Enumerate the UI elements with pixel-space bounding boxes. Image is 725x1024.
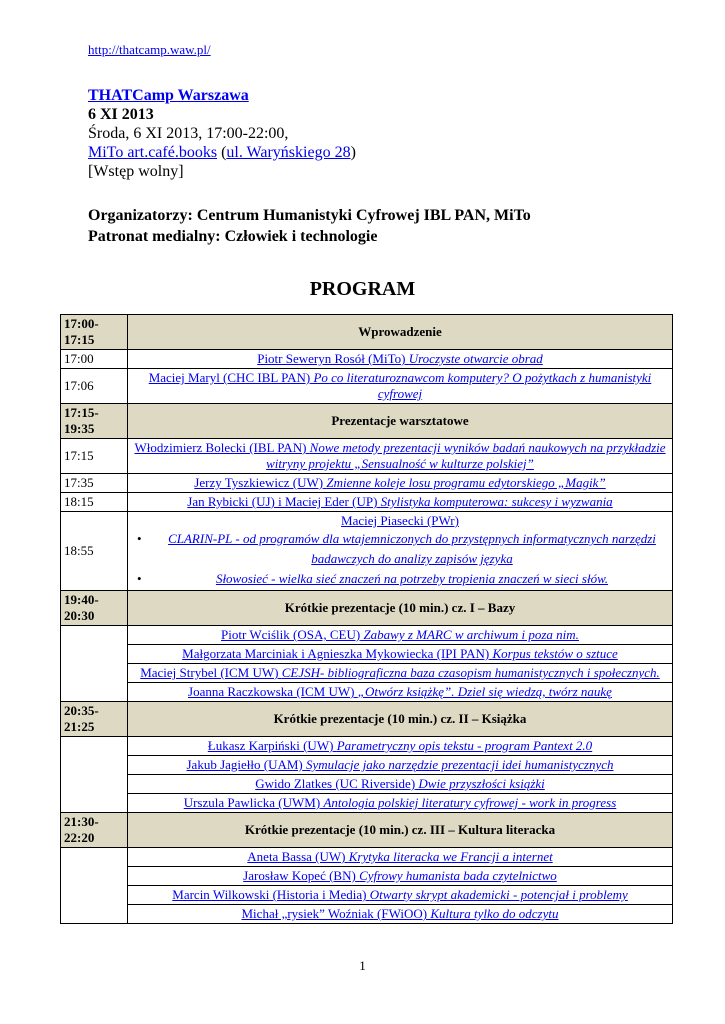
speaker[interactable]: Maciej Piasecki (PWr) — [341, 513, 459, 528]
event-venue: MiTo art.café.books (ul. Waryńskiego 28) — [88, 144, 356, 161]
table-row — [61, 867, 673, 886]
section-title: Krótkie prezentacje (10 min.) cz. III – Kultura literacka — [128, 813, 673, 848]
talk-entry[interactable] — [128, 493, 673, 512]
talk-entry[interactable] — [128, 756, 673, 775]
speaker: Jakub Jagiełło (UAM) — [186, 757, 303, 772]
list-item[interactable]: • CLARIN-PL - od programów dla wtajemniczonych do przystępnych informatycznych narzędzi badawczych do analizy zapisów języka — [155, 529, 669, 569]
thatcamp-url[interactable]: http://thatcamp.waw.pl/ — [88, 42, 211, 57]
program-table — [60, 314, 673, 924]
venue-link[interactable]: MiTo art.café.books — [88, 144, 218, 161]
talk-entry[interactable] — [128, 645, 673, 664]
talk-title: Kultura tylko do odczytu — [430, 906, 559, 921]
speaker: Marcin Wilkowski (Historia i Media) — [172, 887, 367, 902]
speaker: Małgorzata Marciniak i Agnieszka Mykowiecka (IPI PAN) — [182, 646, 490, 661]
table-row — [61, 848, 673, 867]
talk-title: Korpus tekstów o sztuce — [492, 646, 618, 661]
talk-title: CEJSH- bibliograficzna baza czasopism humanistycznych i społecznych. — [281, 665, 660, 680]
talk-title: Uroczyste otwarcie obrad — [408, 351, 543, 366]
section-row — [61, 591, 673, 626]
section-time: 19:40-20:30 — [61, 591, 128, 626]
table-row — [61, 493, 673, 512]
event-date: 6 XI 2013 — [88, 106, 154, 123]
organizers — [88, 205, 531, 247]
talk-title: Antologia polskiej literatury cyfrowej - work in progress — [323, 795, 617, 810]
speaker: Gwido Zlatkes (UC Riverside) — [255, 776, 416, 791]
address-link[interactable]: ul. Waryńskiego 28 — [226, 144, 351, 161]
talk-time: 18:55 — [61, 512, 128, 591]
table-row — [61, 737, 673, 756]
talk-title: Po co literaturoznawcom komputery? O pożytkach z humanistyki cyfrowej — [313, 370, 652, 401]
table-row — [61, 905, 673, 924]
talk-entry[interactable] — [128, 775, 673, 794]
section-row — [61, 813, 673, 848]
talk-time: 17:15 — [61, 439, 128, 474]
table-row — [61, 794, 673, 813]
talk-title: Otwarty skrypt akademicki - potencjał i problemy — [369, 887, 628, 902]
talk-entry[interactable] — [128, 794, 673, 813]
talk-time: 17:00 — [61, 350, 128, 369]
talk-entry[interactable] — [128, 867, 673, 886]
table-row — [61, 439, 673, 474]
list-item[interactable]: • Słowosieć - wielka sieć znaczeń na potrzeby tropienia znaczeń w sieci słów. — [155, 569, 669, 589]
talk-title: Krytyka literacka we Francji a internet — [348, 849, 553, 864]
page-number: 1 — [359, 958, 366, 973]
speaker: Włodzimierz Bolecki (IBL PAN) — [134, 440, 307, 455]
talk-entry[interactable] — [128, 626, 673, 645]
media-patron-line: Patronat medialny: Człowiek i technologie — [88, 228, 378, 245]
page-url-link[interactable] — [88, 42, 211, 58]
table-row — [61, 886, 673, 905]
talk-time: 17:06 — [61, 369, 128, 404]
event-title-link[interactable]: THATCamp Warszawa — [88, 87, 249, 104]
talk-title: Stylistyka komputerowa: sukcesy i wyzwania — [380, 494, 613, 509]
event-header — [88, 86, 356, 181]
section-row — [61, 315, 673, 350]
table-row — [61, 512, 673, 591]
speaker: Joanna Raczkowska (ICM UW) — [188, 684, 355, 699]
table-row — [61, 350, 673, 369]
speaker: Łukasz Karpiński (UW) — [207, 738, 334, 753]
entry-note: [Wstęp wolny] — [88, 163, 184, 180]
speaker: Aneta Bassa (UW) — [247, 849, 346, 864]
table-row — [61, 756, 673, 775]
talk-entry[interactable] — [128, 886, 673, 905]
talk-title: Cyfrowy humanista bada czytelnictwo — [359, 868, 557, 883]
section-row — [61, 702, 673, 737]
section-title: Krótkie prezentacje (10 min.) cz. II – Książka — [128, 702, 673, 737]
talk-title: Symulacje jako narzędzie prezentacji idei humanistycznych — [306, 757, 614, 772]
talk-title: „Otwórz książkę”. Dziel się wiedzą, twórz naukę — [357, 684, 612, 699]
talk-time: 17:35 — [61, 474, 128, 493]
program-heading: PROGRAM — [309, 278, 416, 300]
talk-title: Parametryczny opis tekstu - program Pantext 2.0 — [336, 738, 593, 753]
talk-entry[interactable] — [128, 369, 673, 404]
speaker: Jarosław Kopeć (BN) — [243, 868, 356, 883]
table-row — [61, 645, 673, 664]
speaker: Piotr Wciślik (OSA, CEU) — [221, 627, 361, 642]
speaker: Jan Rybicki (UJ) i Maciej Eder (UP) — [187, 494, 378, 509]
table-row — [61, 369, 673, 404]
section-row — [61, 404, 673, 439]
speaker: Piotr Seweryn Rosół (MiTo) — [257, 351, 406, 366]
section-title: Wprowadzenie — [128, 315, 673, 350]
talk-entry[interactable] — [128, 474, 673, 493]
speaker: Urszula Pawlicka (UWM) — [183, 795, 321, 810]
table-row — [61, 775, 673, 794]
table-row — [61, 683, 673, 702]
talk-entry[interactable] — [128, 350, 673, 369]
talk-entry[interactable] — [128, 683, 673, 702]
section-time: 17:15-19:35 — [61, 404, 128, 439]
table-row — [61, 474, 673, 493]
talk-title: Nowe metody prezentacji wyników badań naukowych na przykładzie witryny projektu „Sensualność w kulturze polskiej” — [266, 440, 666, 471]
table-row — [61, 626, 673, 645]
empty-time-cell — [61, 626, 128, 702]
talk-list — [131, 529, 669, 589]
section-time: 20:35-21:25 — [61, 702, 128, 737]
talk-entry[interactable] — [128, 905, 673, 924]
speaker: Michał „rysiek” Woźniak (FWiOO) — [241, 906, 428, 921]
talk-entry[interactable] — [128, 737, 673, 756]
talk-entry — [128, 512, 673, 591]
speaker: Jerzy Tyszkiewicz (UW) — [194, 475, 324, 490]
speaker: Maciej Maryl (CHC IBL PAN) — [148, 370, 311, 385]
section-title: Prezentacje warsztatowe — [128, 404, 673, 439]
section-time: 17:00-17:15 — [61, 315, 128, 350]
organizers-line: Organizatorzy: Centrum Humanistyki Cyfrowej IBL PAN, MiTo — [88, 207, 531, 224]
talk-entry[interactable] — [128, 848, 673, 867]
talk-entry[interactable] — [128, 439, 673, 474]
event-datetime: Środa, 6 XI 2013, 17:00-22:00, — [88, 125, 289, 142]
section-time: 21:30-22:20 — [61, 813, 128, 848]
speaker: Maciej Strybel (ICM UW) — [140, 665, 279, 680]
empty-time-cell — [61, 737, 128, 813]
empty-time-cell — [61, 848, 128, 924]
talk-title: Zmienne koleje losu programu edytorskiego „Magik” — [326, 475, 606, 490]
section-title: Krótkie prezentacje (10 min.) cz. I – Bazy — [128, 591, 673, 626]
table-row — [61, 664, 673, 683]
talk-title: Dwie przyszłości książki — [418, 776, 545, 791]
talk-time: 18:15 — [61, 493, 128, 512]
talk-title: Zabawy z MARC w archiwum i poza nim. — [363, 627, 579, 642]
talk-entry[interactable] — [128, 664, 673, 683]
